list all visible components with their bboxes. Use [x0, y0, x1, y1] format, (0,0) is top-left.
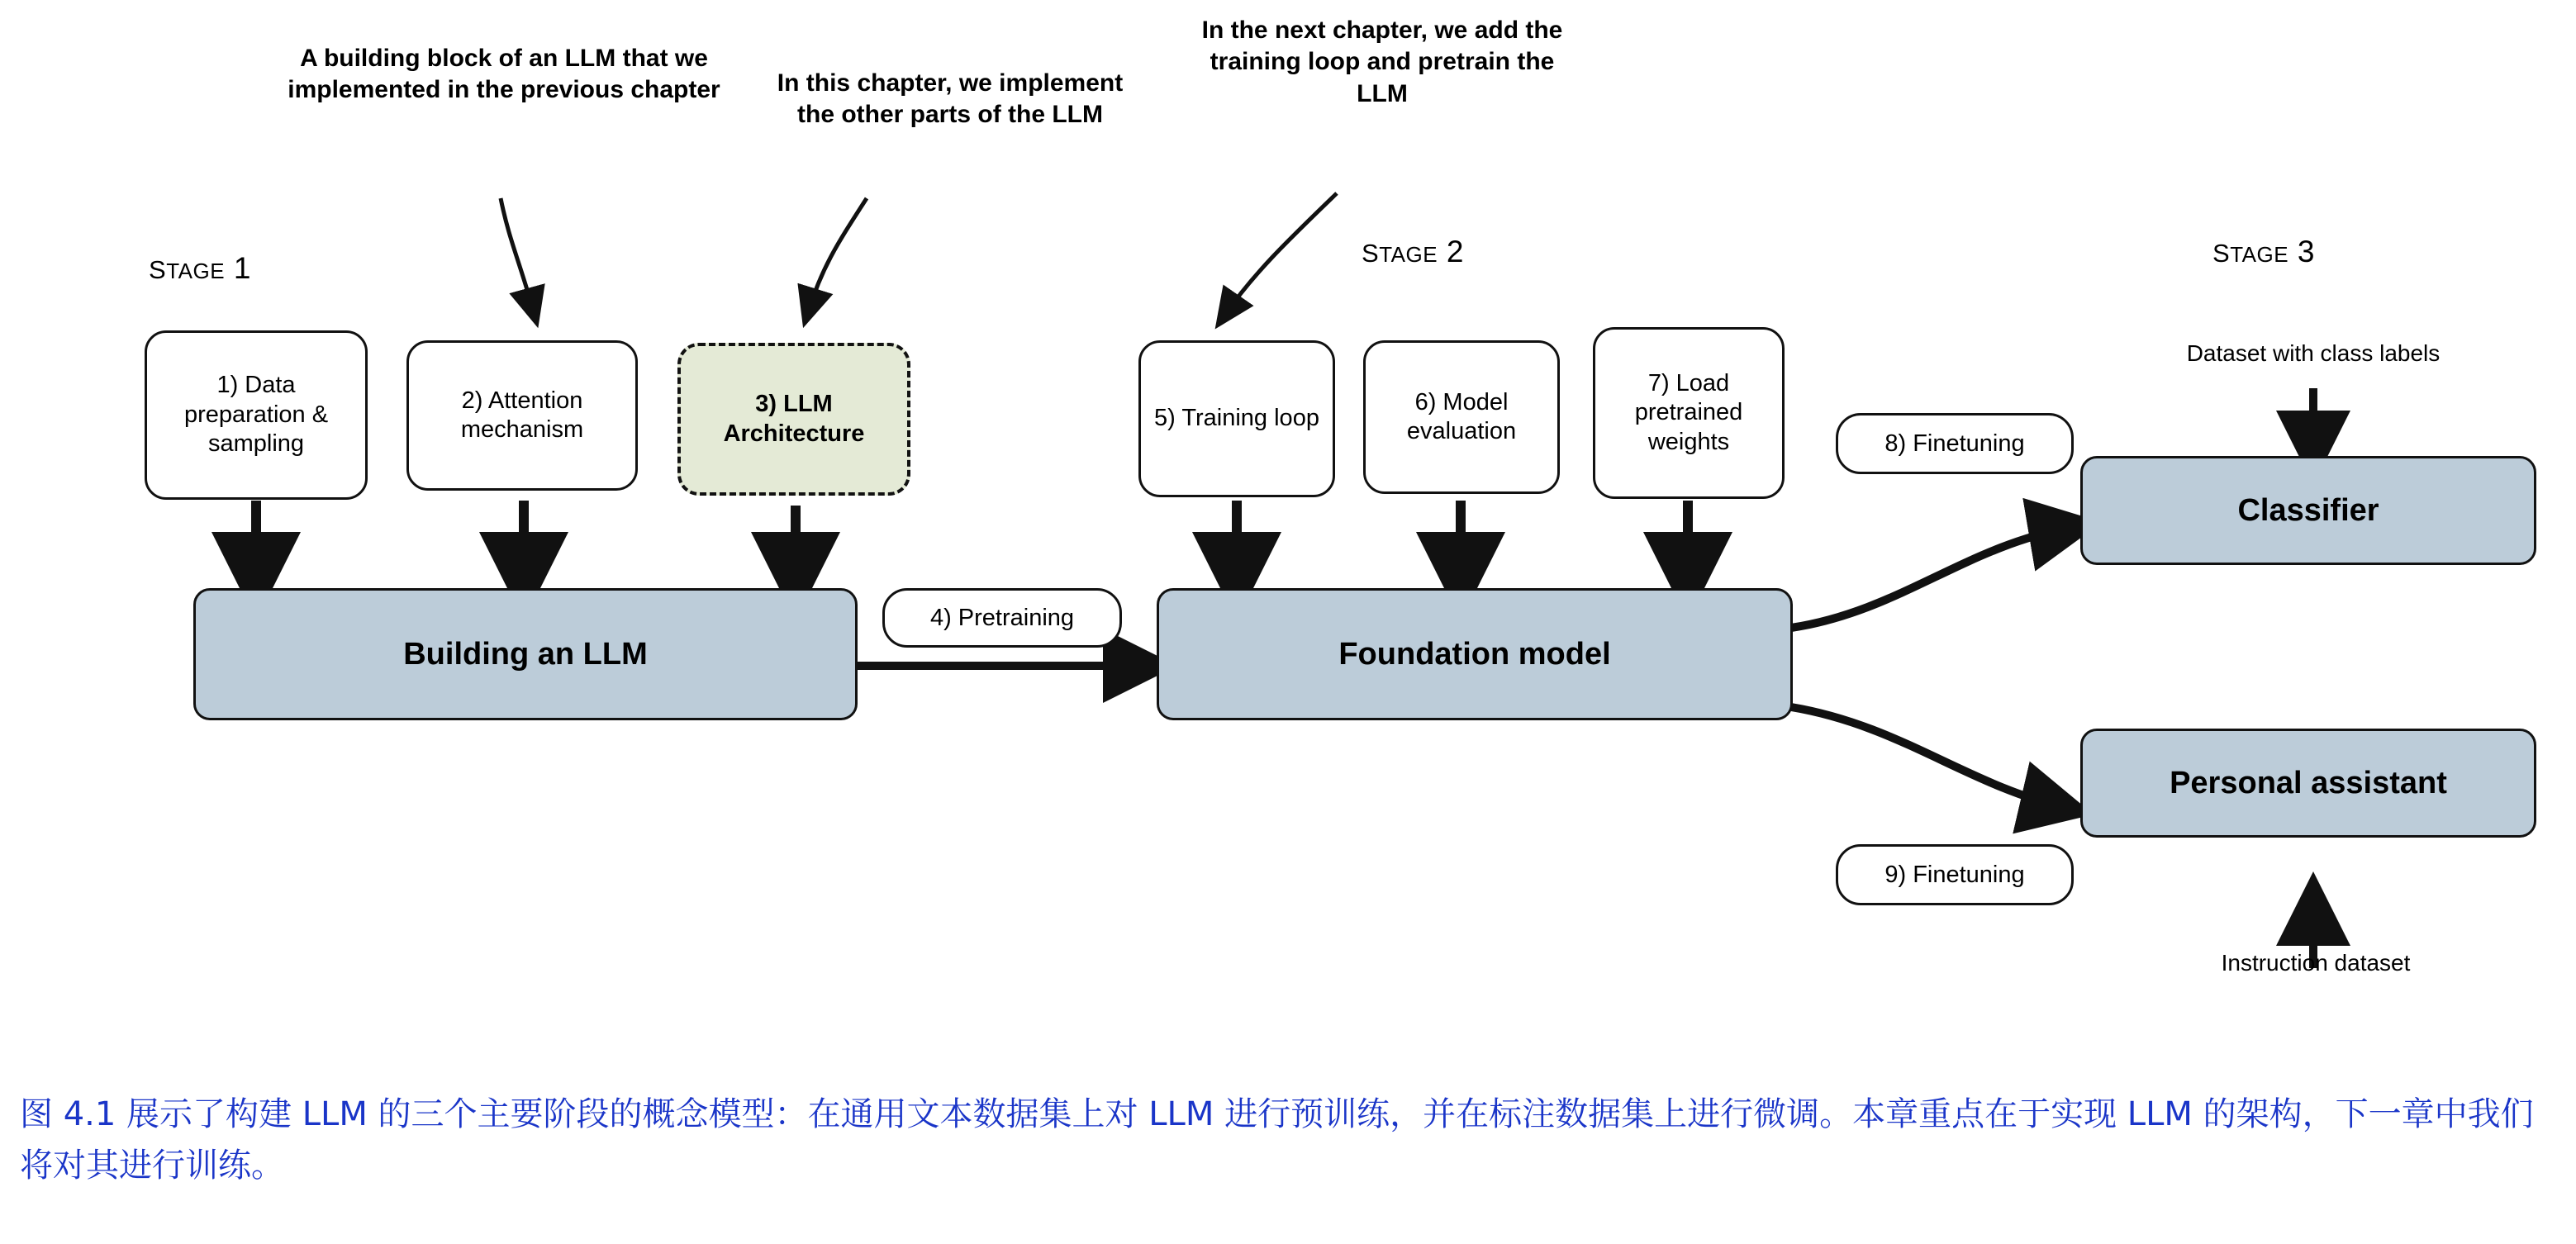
block-building-an-llm[interactable]: Building an LLM [193, 588, 858, 720]
annotation-previous-chapter: A building block of an LLM that we implemented in the previous chapter [288, 45, 720, 104]
block-personal-assistant[interactable]: Personal assistant [2080, 729, 2536, 838]
pill-pretraining[interactable]: 4) Pretraining [882, 588, 1122, 648]
stage-title-1: stage 1 [149, 246, 251, 287]
stage-title-3: stage 3 [2212, 230, 2315, 270]
step-box-model-evaluation[interactable]: 6) Model evaluation [1363, 340, 1560, 494]
pill-finetuning-classifier[interactable]: 8) Finetuning [1836, 413, 2074, 474]
annotation-this-chapter: In this chapter, we implement the other parts of the LLM [777, 69, 1124, 129]
figure-caption: 图 4.1 展示了构建 LLM 的三个主要阶段的概念模型：在通用文本数据集上对 LLM 进行预训练，并在标注数据集上进行微调。本章重点在于实现 LLM 的架构，下一章中我们将对其进行训练。 [20, 1095, 2534, 1185]
step-box-load-pretrained-weights[interactable]: 7) Load pretrained weights [1593, 327, 1785, 499]
step-box-llm-architecture[interactable]: 3) LLM Architecture [677, 343, 910, 496]
label-dataset-with-class-labels: Dataset with class labels [2186, 340, 2441, 366]
step-box-attention-mechanism[interactable]: 2) Attention mechanism [406, 340, 638, 491]
step-box-data-preparation[interactable]: 1) Data preparation & sampling [145, 330, 368, 500]
step-box-training-loop[interactable]: 5) Training loop [1138, 340, 1335, 497]
stage-title-2: stage 2 [1362, 230, 1464, 270]
pill-finetuning-assistant[interactable]: 9) Finetuning [1836, 844, 2074, 905]
block-classifier[interactable]: Classifier [2080, 456, 2536, 565]
annotation-next-chapter: In the next chapter, we add the training loop and pretrain the LLM [1201, 17, 1563, 107]
label-instruction-dataset: Instruction dataset [2221, 950, 2411, 976]
block-foundation-model[interactable]: Foundation model [1157, 588, 1793, 720]
